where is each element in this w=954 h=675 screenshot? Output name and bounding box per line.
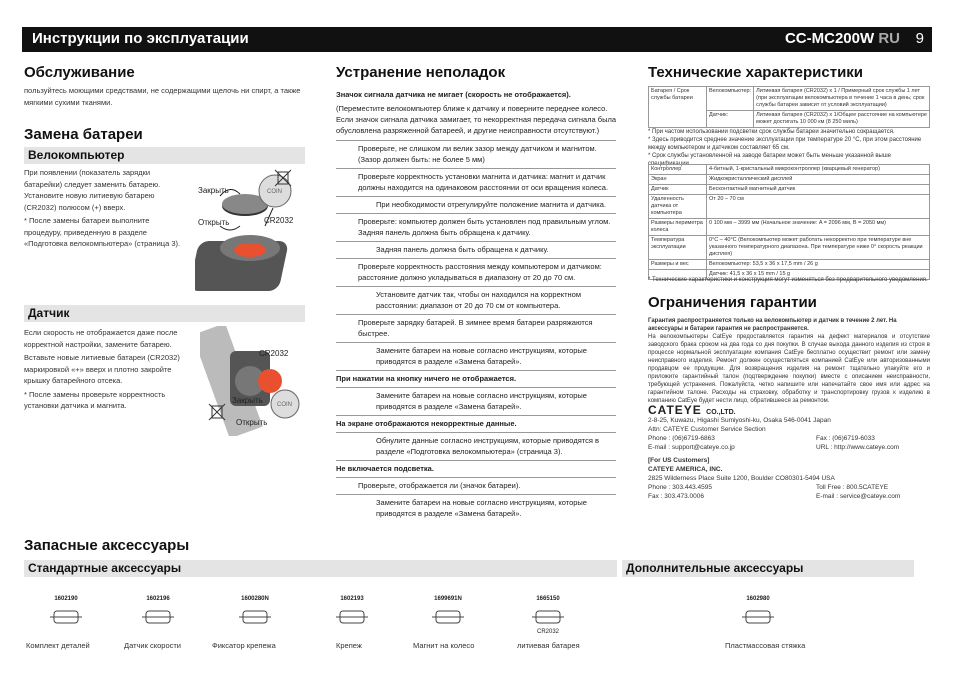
trouble-row: Проверьте зарядку батарей. В зимнее время батареи разряжаются быстрее.	[336, 314, 616, 342]
accessory-item	[118, 596, 198, 629]
accessory-item	[215, 596, 295, 629]
svg-text:COIN: COIN	[277, 402, 292, 408]
cateye-contact	[648, 416, 930, 501]
spec-note: * Срок службы установленной на заводе батареи может быть меньше указанной выше спецификации.	[648, 153, 892, 167]
spec-value: 0°C – 40°C (Велокомпьютер может работать некорректно при температуре вне указанного температурного диапазона. При температуре ниже 0° скорость реакции дисплея)	[707, 236, 930, 260]
trouble-row: Проверьте корректность установки магнита и датчика: магнит и датчик должны находится на одинаковом расстоянии от оси вращения колеса.	[336, 168, 616, 196]
cateye-phone: Phone : (06)6719-6863	[648, 435, 715, 442]
accessory-item	[26, 596, 106, 629]
spec-value: От 20 – 70 см	[707, 195, 930, 219]
trouble-row: Обнулите данные согласно инструкциям, которые приводятся в разделе «Подготовка велокомпьютера» (страница 3).	[336, 432, 616, 460]
battery-computer-value: Литиевая батарея (CR2032) x 1 / Примерный срок службы 1 лет (при эксплуатации велокомпьютера в течение 1 часа в день; срок службы батареи зависит от условий эксплуатации)	[754, 87, 930, 111]
maintenance-text: пользуйтесь моющими средствами, не содержащими щелочь ни спирт, а также мягкими сухими тканями.	[24, 86, 301, 107]
sensor-battery-label: CR2032	[259, 349, 289, 358]
spec-key: Размеры периметра колеса	[649, 219, 707, 236]
specs-note2: * Технические характеристики и конструкция могут изменяться без предварительного уведомления.	[648, 277, 928, 283]
spec-value: Датчик: 41,5 x 36 x 15 mm / 15 g	[707, 270, 930, 280]
sensor-close-label: Закрыть	[232, 396, 263, 405]
spec-row	[649, 219, 930, 236]
trouble-section4-title: Не включается подсветка.	[336, 460, 616, 477]
trouble-row: Замените батареи на новые согласно инструкциям, которые приводятся в разделе «Замена батарей».	[336, 387, 616, 415]
accessory-item	[312, 596, 392, 629]
accessory-code: 1665150	[536, 596, 560, 602]
spec-value: 4-битный, 1-кристальный микроконтроллер (кварцевый генератор)	[707, 165, 930, 175]
trouble-row: Проверьте: компьютер должен быть установлен под правильным углом. Задняя панель должна быть обращена к датчику.	[336, 213, 616, 241]
sensor-battery-text1: Если скорость не отображается даже после корректной настройки, замените батарею.	[24, 328, 178, 349]
battery-sensor-label: Датчик:	[707, 111, 754, 128]
spec-key: Контроллер	[649, 165, 707, 175]
trouble-section1-intro: (Переместите велокомпьютер ближе к датчику и поверните переднее колесо. Если значок сигнала датчика замигает, то некорректная передача сигнала была обусловлена разряженной батареей, и другие неисправности отсутствуют.)	[336, 104, 617, 135]
accessory-label: Крепеж	[336, 641, 362, 650]
troubleshooting-title: Устранение неполадок	[336, 64, 506, 81]
battery-tag: CR2032	[536, 629, 559, 635]
trouble-row: Установите датчик так, чтобы он находился на корректном расстоянии: диапазон от 20 до 70 см от компьютера.	[336, 286, 616, 314]
spec-value: 0 100 мм – 3999 мм (Начальное значение: A = 2096 мм, B = 2050 мм)	[707, 219, 930, 236]
accessory-icon	[528, 605, 568, 629]
trouble-row: Замените батареи на новые согласно инструкциям, которые приводятся в разделе «Замена батарей».	[336, 342, 616, 370]
trouble-row: Проверьте корректность расстояния между компьютером и датчиком: расстояние должно укладываться в диапазону от 20 до 70 см.	[336, 258, 616, 286]
accessory-label: Магнит на колесо	[413, 641, 475, 650]
accessory-item	[408, 596, 488, 629]
accessory-icon	[428, 605, 468, 629]
computer-battery-note: * После замены батареи выполните процедуру, приведенную в разделе «Подготовка велокомпьютера» (страница 3).	[24, 216, 181, 248]
cateye-address: 2-8-25, Kuwazu, Higashi Sumiyoshi-ku, Osaka 546-0041 Japan	[648, 417, 831, 424]
sensor-subtitle: Датчик	[24, 305, 305, 322]
spec-row	[649, 195, 930, 219]
cateye-attn: Attn: CATEYE Customer Service Section	[648, 426, 766, 433]
trouble-row: Замените батареи на новые согласно инструкциям, которые приводятся в разделе «Замена батарей».	[336, 494, 616, 522]
standard-accessories-title: Стандартные аксессуары	[24, 560, 617, 577]
computer-subtitle: Велокомпьютер	[24, 147, 305, 164]
spec-key: Датчик	[649, 185, 707, 195]
spec-row	[649, 175, 930, 185]
sensor-battery-text2: Вставьте новые литиевые батареи (CR2032) маркировкой «+» вверх и плотно закройте крышку батарейного отсека.	[24, 353, 180, 385]
sensor-battery-text	[24, 327, 189, 414]
accessory-label: Комплект деталей	[26, 641, 90, 650]
battery-title: Замена батареи	[24, 126, 143, 143]
accessory-item	[508, 596, 588, 635]
us-address: 2825 Wilderness Place Suite 1200, Boulder CO80301-5494 USA	[648, 475, 835, 482]
trouble-section2-title: При нажатии на кнопку ничего не отображается.	[336, 370, 616, 387]
sensor-battery-note: * После замены проверьте корректность установки датчика и магнита.	[24, 389, 166, 410]
accessory-icon	[138, 605, 178, 629]
cateye-fax: Fax : (06)6719-6033	[816, 435, 875, 442]
accessory-label: Пластмассовая стяжка	[725, 641, 806, 650]
header-model: CC-MC200W RU	[784, 30, 900, 47]
trouble-row: При необходимости отрегулируйте положение магнита и датчика.	[336, 196, 616, 213]
header-title: Инструкции по эксплуатации	[32, 30, 249, 47]
spec-note: * Здесь приводится среднее значение эксплуатации при температуре 20 °C, при этом расстояние между компьютером и датчиком составляет 65 см.	[648, 137, 922, 151]
accessory-label: Фиксатор крепежа	[212, 641, 276, 650]
spec-row	[649, 165, 930, 175]
accessory-icon	[332, 605, 372, 629]
trouble-section3-title: На экране отображаются некорректные данные.	[336, 415, 616, 432]
spec-key: Удаленность датчика от компьютера	[649, 195, 707, 219]
computer-battery-text	[24, 167, 189, 252]
accessory-icon	[235, 605, 275, 629]
cateye-url[interactable]: URL : http://www.cateye.com	[816, 444, 900, 451]
spec-key: Температура эксплуатации	[649, 236, 707, 260]
accessory-code: 1699691N	[434, 596, 462, 602]
spec-value: Жидкокристаллический дисплей	[707, 175, 930, 185]
us-email[interactable]: E-mail : service@cateye.com	[816, 493, 901, 500]
warranty-bold-text: Гарантия распространяется только на велокомпьютер и датчик в течение 2 лет. На аксессуары и батареи гарантия не распространяется.	[648, 318, 897, 332]
spec-row	[649, 236, 930, 260]
accessory-label: литиевая батарея	[517, 641, 580, 650]
accessory-code: 1602190	[54, 596, 78, 602]
trouble-row: Проверьте, отображается ли (значок батареи).	[336, 477, 616, 494]
trouble-section1-title: Значок сигнала датчика не мигает (скорость не отображается).	[336, 90, 571, 99]
spec-row	[649, 185, 930, 195]
spec-key: Размеры и вес	[649, 260, 707, 270]
page-number: 9	[915, 30, 924, 47]
us-company: CATEYE AMERICA, INC.	[648, 466, 723, 473]
accessory-label: Датчик скорости	[124, 641, 181, 650]
us-phone: Phone : 303.443.4595	[648, 484, 712, 491]
sensor-open-label: Открыть	[236, 418, 268, 427]
spec-key: Экран	[649, 175, 707, 185]
warranty-title: Ограничения гарантии	[648, 294, 817, 311]
page-header	[22, 27, 932, 52]
specs-notes	[648, 128, 930, 168]
cateye-logo: CATEYE CO.,LTD.	[648, 403, 736, 417]
battery-life-label: Батарея / Срок службы батареи	[649, 87, 707, 128]
battery-computer-label: Велокомпьютер:	[707, 87, 754, 111]
computer-open-label: Открыть	[198, 218, 230, 227]
us-heading: [For US Customers]	[648, 457, 710, 464]
main-spec-table	[648, 164, 930, 280]
warranty-text: На велокомпьютеры CatEye предоставляется гарантия на дефект материалов и отсутствие заводского брака сроком на два года со дня покупки. В случае выхода данного изделия из строя в процессе нормальной эксплуатации компания CatEye бесплатно осуществит ремонт или замену неисправного изделия. Ремонт должен осуществляться компанией CatEye или авторизованными продавцом ее продукции. Для возвращения изделия на ремонт тщательно упакуйте его и приложите гарантийный талон (подтверждение покупки) вместе с описанием неисправности, требующей устранения. Пожалуйста, четко напишите или напечатайте свое имя или адрес на гарантийном талоне. Расходы на страховку, обработку и транспортировку грузов к изделию в компанию CatEye будет нести лицо, обратившееся за ремонтом.	[648, 334, 930, 404]
trouble-row: Задняя панель должна быть обращена к датчику.	[336, 241, 616, 258]
accessory-code: 1602196	[146, 596, 170, 602]
spec-note: * При частом использовании подсветки срок службы батареи значительно сокращается.	[648, 129, 895, 135]
accessory-icon	[738, 605, 778, 629]
troubleshooting-table	[336, 90, 616, 522]
accessory-code: 1602193	[340, 596, 364, 602]
battery-sensor-value: Литиевая батарея (CR2032) x 1/Общее расстояние на компьютере может достигать 10 000 км (8 250 миль)	[754, 111, 930, 128]
accessories-title: Запасные аксессуары	[24, 537, 190, 554]
battery-spec-table	[648, 86, 930, 128]
accessory-icon	[46, 605, 86, 629]
us-tollfree: Toll Free : 800.5CATEYE	[816, 484, 889, 491]
header-lang: RU	[878, 30, 900, 47]
accessory-code: 1600280N	[241, 596, 269, 602]
accessory-item	[718, 596, 798, 629]
trouble-row: Проверьте, не слишком ли велик зазор между датчиком и магнитом. (Зазор должен быть: не более 5 мм)	[336, 140, 616, 168]
spec-row	[649, 260, 930, 270]
spec-value: Велокомпьютер: 53,5 x 36 x 17,5 mm / 26 g	[707, 260, 930, 270]
svg-text:COIN: COIN	[267, 189, 282, 195]
specs-title: Технические характеристики	[648, 64, 864, 81]
computer-battery-instructions: При появлении (показатель зарядки батарейки) следует заменить батарею. Установите новую литиевую батарею (CR2032) полюсом (+) вверх.	[24, 168, 161, 212]
computer-battery-label: CR2032	[264, 216, 294, 225]
maintenance-title: Обслуживание	[24, 64, 135, 81]
us-fax: Fax : 303.473.0006	[648, 493, 705, 500]
computer-close-label: Закрыть	[198, 186, 229, 195]
cateye-email[interactable]: E-mail : support@cateye.co.jp	[648, 444, 735, 451]
accessory-code: 1602980	[746, 596, 770, 602]
spec-value: Бесконтактный магнитный датчик	[707, 185, 930, 195]
optional-accessories-title: Дополнительные аксессуары	[622, 560, 914, 577]
